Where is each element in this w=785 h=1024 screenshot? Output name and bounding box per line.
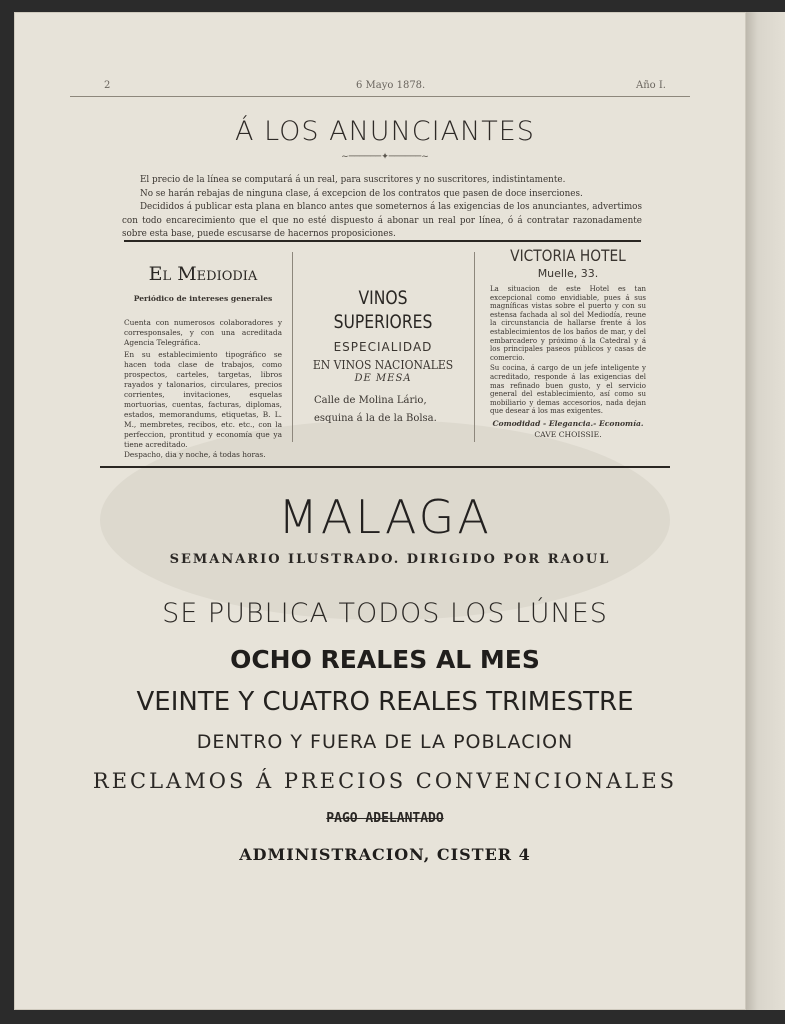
notice-paragraph: No se harán rebajas de ninguna clase, á excepcion de los contratos que pasen de doce inserciones. — [140, 188, 583, 199]
notice-paragraph: El precio de la línea se computará á un real, para suscritores y no suscritores, indistintamente. — [140, 175, 566, 185]
quarterly-price: VEINTE Y CUATRO REALES TRIMESTRE — [136, 687, 634, 717]
ad-text: Despacho, dia y noche, á todas horas. — [124, 450, 266, 459]
section-rule — [100, 466, 670, 468]
section-title: Á LOS ANUNCIANTES — [235, 116, 535, 147]
ad-owner: CAVE CHOISSIE. — [534, 429, 602, 439]
advertising-line: RECLAMOS Á PRECIOS CONVENCIONALES — [92, 769, 678, 793]
ad-subtitle: Periódico de intereses generales — [133, 294, 273, 303]
ad-title: VICTORIA HOTEL — [510, 246, 626, 265]
ad-text: En su establecimiento tipográfico se hacen toda clase de trabajos, como prospectos, carteles, targetas, libros rayados y talonarios, circulares, precios corrientes, invitaciones, esquelas mortuorias, cuentas, facturas, diplomas, estados, memorandums, etiquetas, B. L. M., membretes, recibos, etc. etc., con la perfeccion, prontitud y economía que ya tiene acreditado. — [124, 350, 282, 449]
section-rule — [124, 240, 641, 242]
malaga-subtitle: SEMANARIO ILUSTRADO. DIRIGIDO POR RAOUL — [169, 552, 611, 567]
payment-line: PAGO ADELANTADO — [326, 811, 444, 826]
advertiser-notice — [122, 174, 642, 242]
ad-line: ESPECIALIDAD — [333, 340, 433, 354]
ad-title: VINOS SUPERIORES — [333, 287, 433, 333]
column-divider — [292, 252, 293, 442]
ad-subtitle: Muelle, 33. — [537, 267, 599, 280]
coverage-line: DENTRO Y FUERA DE LA POBLACION — [196, 731, 574, 753]
column-divider — [474, 252, 475, 442]
ad-address: Calle de Molina Lário, esquina á la de la Bolsa. — [314, 395, 437, 424]
ad-text: La situacion de este Hotel es tan excepcional como envidiable, pues á sus magníficas vistas sobre el puerto y con su estensa fachada al sol del Mediodía, reune la circunstancia de hallarse frente á los establecimientos de los baños de mar, y del embarcadero y próximo á la Catedral y á los principales paseos públicos y casas de comercio. — [490, 285, 646, 362]
malaga-title: MALAGA — [278, 490, 492, 544]
ad-vinos — [300, 286, 466, 428]
ad-el-mediodia — [124, 262, 282, 460]
ad-text: Cuenta con numerosos colaboradores y corresponsales, y con una acreditada Agencia Telegráfica. — [124, 318, 282, 347]
ad-text: Su cocina, á cargo de un jefe inteligente y acreditado, responde á las exigencias del mas refinado buen gusto, y el servicio general del establecimiento, así como su mobiliario y demas accesorios, nada dejan que desear á los mas exigentes. — [490, 364, 646, 416]
ad-line: EN VINOS NACIONALES — [312, 358, 454, 372]
ad-title: El Mediodia — [148, 263, 258, 285]
notice-paragraph: Decididos á publicar esta plana en blanco antes que someternos á las exigencias de los anunciantes, advertimos con todo encarecimiento que el que no esté dispuesto á abonar un real por línea, ó á contratar razonadamente sobre esta base, puede escusarse de hacernos proposiciones. — [122, 202, 642, 240]
monthly-price: OCHO REALES AL MES — [230, 645, 540, 674]
publication-day: SE PUBLICA TODOS LOS LÚNES — [162, 598, 608, 629]
page-number: 2 — [104, 80, 111, 91]
ornament-divider: ~──────✦──────~ — [341, 152, 429, 162]
issue-year: Año I. — [636, 80, 666, 91]
issue-date: 6 Mayo 1878. — [356, 80, 426, 91]
ad-victoria-hotel — [490, 246, 646, 440]
ad-line: DE MESA — [354, 373, 412, 384]
header-rule — [70, 96, 690, 97]
ad-motto: Comodidad - Elegancia.- Economía. — [492, 418, 644, 428]
administration-address: ADMINISTRACION, CISTER 4 — [239, 845, 531, 864]
